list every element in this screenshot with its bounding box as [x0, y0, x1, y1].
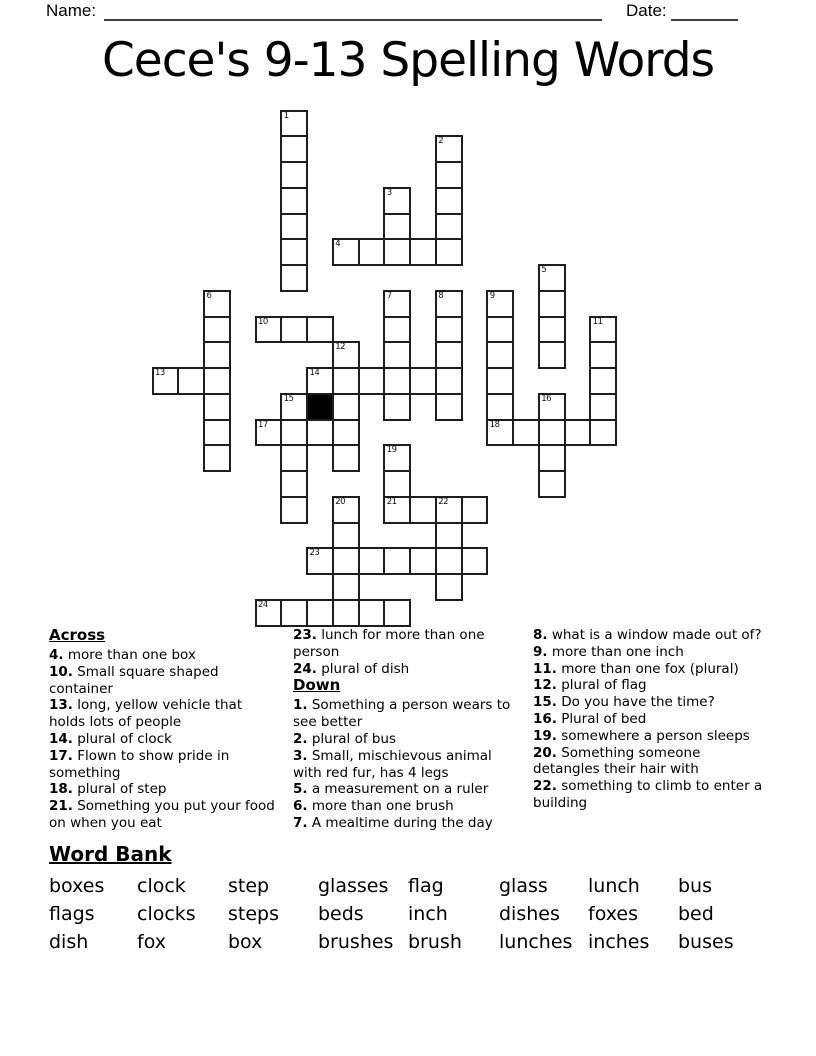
grid-cell-r7c13[interactable]	[486, 290, 514, 318]
clue-24: 24. plural of dish	[293, 660, 410, 677]
grid-cell-r3c9[interactable]	[383, 187, 411, 215]
cell-number-13: 13	[155, 368, 165, 378]
grid-cell-r8c15[interactable]	[538, 316, 566, 344]
grid-cell-r12c16[interactable]	[564, 419, 592, 447]
grid-cell-r11c5[interactable]	[280, 393, 308, 421]
grid-cell-r17c11[interactable]	[435, 547, 463, 575]
grid-cell-r11c13[interactable]	[486, 393, 514, 421]
grid-cell-r3c5[interactable]	[280, 187, 308, 215]
word-bank-word-step: step	[228, 875, 270, 897]
grid-cell-r13c7[interactable]	[332, 444, 360, 472]
clue-22: 22. something to climb to enter a building	[533, 778, 763, 811]
cell-number-11: 11	[592, 316, 603, 327]
grid-cell-r10c1[interactable]	[177, 367, 205, 395]
grid-cell-r16c11[interactable]	[435, 522, 463, 550]
clue-3: 3. Small, mischievous animal with red fur, has 4 legs	[293, 747, 492, 781]
blocked-cell	[306, 393, 334, 421]
grid-cell-r10c0[interactable]	[152, 367, 180, 395]
grid-cell-r9c13[interactable]	[486, 341, 514, 369]
word-bank-word-fox: fox	[137, 931, 166, 953]
grid-cell-r13c5[interactable]	[280, 444, 308, 472]
word-bank-list	[49, 872, 766, 956]
cell-number-9: 9	[489, 290, 495, 301]
word-bank-word-bus: bus	[678, 875, 713, 897]
word-bank-word-lunches: lunches	[499, 931, 573, 953]
grid-cell-r10c6[interactable]	[306, 367, 334, 395]
grid-cell-r17c10[interactable]	[409, 547, 437, 575]
clue-18: 18. plural of step	[49, 781, 167, 798]
clue-21: 21. Something you put your food on when you eat	[49, 798, 275, 831]
cell-number-20: 20	[335, 496, 346, 507]
grid-cell-r15c9[interactable]	[383, 496, 411, 524]
grid-cell-r10c17[interactable]	[589, 367, 617, 395]
cell-number-19: 19	[386, 445, 397, 456]
grid-cell-r8c9[interactable]	[383, 316, 411, 344]
clue-14: 14. plural of clock	[49, 730, 172, 747]
grid-cell-r9c17[interactable]	[589, 341, 617, 369]
word-bank-title: Word Bank	[49, 842, 172, 866]
clue-5: 5. a measurement on a ruler	[293, 781, 489, 798]
cell-number-14: 14	[309, 368, 320, 378]
clue-20: 20. Something someone detangles their hair with	[533, 744, 701, 778]
grid-cell-r12c15[interactable]	[538, 419, 566, 447]
grid-cell-r8c17[interactable]	[589, 316, 617, 344]
cell-number-16: 16	[541, 393, 552, 404]
cell-number-24: 24	[258, 599, 268, 610]
clue-4: 4. more than one box	[49, 647, 196, 663]
grid-cell-r17c7[interactable]	[332, 547, 360, 575]
clue-13: 13. long, yellow vehicle that holds lots of people	[49, 697, 243, 731]
grid-cell-r7c15[interactable]	[538, 290, 566, 318]
word-bank-word-dish: dish	[49, 931, 89, 953]
grid-cell-r18c11[interactable]	[435, 573, 463, 601]
word-bank-word-bed: bed	[678, 903, 714, 925]
cell-number-23: 23	[309, 548, 320, 559]
grid-cell-r2c5[interactable]	[280, 161, 308, 189]
grid-cell-r10c8[interactable]	[358, 367, 386, 395]
clue-17: 17. Flown to show pride in something	[49, 747, 230, 781]
word-bank-word-inch: inch	[408, 903, 448, 925]
word-bank-word-beds: beds	[318, 903, 364, 925]
grid-cell-r13c15[interactable]	[538, 444, 566, 472]
grid-cell-r12c5[interactable]	[280, 419, 308, 447]
grid-cell-r13c2[interactable]	[203, 444, 231, 472]
word-bank-word-glasses: glasses	[318, 875, 389, 897]
grid-cell-r19c9[interactable]	[383, 599, 411, 627]
word-bank-word-foxes: foxes	[588, 903, 638, 925]
grid-cell-r8c5[interactable]	[280, 316, 308, 344]
clue-19: 19. somewhere a person sleeps	[533, 727, 750, 744]
word-bank-word-box: box	[228, 931, 263, 953]
clue-9: 9. more than one inch	[533, 643, 684, 660]
grid-cell-r8c2[interactable]	[203, 316, 231, 344]
grid-cell-r6c5[interactable]	[280, 264, 308, 292]
grid-cell-r15c10[interactable]	[409, 496, 437, 524]
clue-7: 7. A mealtime during the day	[293, 814, 493, 831]
grid-cell-r8c4[interactable]	[255, 316, 283, 344]
grid-cell-r18c7[interactable]	[332, 573, 360, 601]
grid-cell-r5c10[interactable]	[409, 238, 437, 266]
word-bank-word-flag: flag	[408, 875, 444, 897]
clue-23: 23. lunch for more than one person	[293, 627, 485, 660]
clue-column-right	[533, 627, 769, 812]
grid-cell-r8c6[interactable]	[306, 316, 334, 344]
cell-number-1: 1	[283, 110, 289, 121]
grid-cell-r15c7[interactable]	[332, 496, 360, 524]
cell-number-15: 15	[283, 393, 294, 404]
grid-cell-r1c5[interactable]	[280, 135, 308, 163]
grid-cell-r4c5[interactable]	[280, 213, 308, 241]
grid-cell-r12c14[interactable]	[512, 419, 540, 447]
grid-cell-r5c7[interactable]	[332, 238, 360, 266]
grid-cell-r2c11[interactable]	[435, 161, 463, 189]
grid-cell-r12c4[interactable]	[255, 419, 283, 447]
grid-cell-r11c7[interactable]	[332, 393, 360, 421]
clue-column-middle	[293, 627, 523, 832]
date-input-line[interactable]	[671, 3, 738, 21]
grid-cell-r10c2[interactable]	[203, 367, 231, 395]
down-header: Down	[293, 676, 341, 695]
grid-cell-r5c11[interactable]	[435, 238, 463, 266]
grid-cell-r12c17[interactable]	[589, 419, 617, 447]
grid-cell-r19c4[interactable]	[255, 599, 283, 627]
grid-cell-r17c12[interactable]	[461, 547, 489, 575]
grid-cell-r0c5[interactable]	[280, 110, 308, 138]
page-title: Cece's 9-13 Spelling Words	[101, 33, 715, 88]
word-bank-section	[49, 842, 766, 956]
name-label: Name:	[46, 1, 97, 20]
word-bank-word-flags: flags	[49, 903, 95, 925]
cell-number-8: 8	[438, 290, 444, 301]
grid-cell-r10c11[interactable]	[435, 367, 463, 395]
grid-cell-r19c7[interactable]	[332, 599, 360, 627]
grid-cell-r8c11[interactable]	[435, 316, 463, 344]
grid-cell-r19c6[interactable]	[306, 599, 334, 627]
name-input-line[interactable]	[104, 3, 602, 21]
grid-cell-r14c9[interactable]	[383, 470, 411, 498]
grid-cell-r17c9[interactable]	[383, 547, 411, 575]
grid-cell-r14c15[interactable]	[538, 470, 566, 498]
grid-cell-r10c7[interactable]	[332, 367, 360, 395]
clue-6: 6. more than one brush	[293, 798, 454, 815]
cell-number-10: 10	[258, 316, 268, 327]
cell-number-18: 18	[489, 419, 500, 430]
cell-number-2: 2	[438, 136, 444, 147]
grid-cell-r8c13[interactable]	[486, 316, 514, 344]
cell-number-17: 17	[258, 419, 268, 430]
grid-cell-r15c11[interactable]	[435, 496, 463, 524]
cell-number-3: 3	[386, 187, 392, 198]
grid-cell-r11c2[interactable]	[203, 393, 231, 421]
clue-11: 11. more than one fox (plural)	[533, 660, 739, 677]
across-header: Across	[49, 626, 106, 644]
grid-cell-r4c9[interactable]	[383, 213, 411, 241]
word-bank-word-buses: buses	[678, 931, 734, 953]
grid-cell-r19c5[interactable]	[280, 599, 308, 627]
grid-cell-r11c17[interactable]	[589, 393, 617, 421]
clue-column-across	[49, 627, 277, 832]
grid-cell-r7c2[interactable]	[203, 290, 231, 318]
grid-cell-r10c10[interactable]	[409, 367, 437, 395]
grid-cell-r13c9[interactable]	[383, 444, 411, 472]
word-bank-word-brushes: brushes	[318, 931, 394, 953]
grid-cell-r11c15[interactable]	[538, 393, 566, 421]
word-bank-word-inches: inches	[588, 931, 650, 953]
grid-cell-r15c5[interactable]	[280, 496, 308, 524]
grid-cell-r12c7[interactable]	[332, 419, 360, 447]
cell-number-6: 6	[206, 290, 212, 301]
cell-number-4: 4	[335, 239, 341, 250]
grid-cell-r11c9[interactable]	[383, 393, 411, 421]
word-bank-word-glass: glass	[499, 875, 548, 897]
grid-cell-r1c11[interactable]	[435, 135, 463, 163]
cell-number-7: 7	[386, 290, 392, 301]
grid-cell-r15c12[interactable]	[461, 496, 489, 524]
grid-cell-r9c9[interactable]	[383, 341, 411, 369]
clue-10: 10. Small square shaped container	[49, 663, 219, 697]
word-bank-word-lunch: lunch	[588, 875, 640, 897]
word-bank-word-boxes: boxes	[49, 875, 105, 897]
grid-cell-r9c15[interactable]	[538, 341, 566, 369]
grid-cell-r5c8[interactable]	[358, 238, 386, 266]
grid-cell-r11c11[interactable]	[435, 393, 463, 421]
clue-2: 2. plural of bus	[293, 730, 397, 747]
word-bank-word-steps: steps	[228, 903, 279, 925]
grid-cell-r17c6[interactable]	[306, 547, 334, 575]
grid-cell-r9c2[interactable]	[203, 341, 231, 369]
grid-cell-r4c11[interactable]	[435, 213, 463, 241]
grid-cell-r16c7[interactable]	[332, 522, 360, 550]
word-bank-word-brush: brush	[408, 931, 462, 953]
grid-cell-r12c6[interactable]	[306, 419, 334, 447]
grid-cell-r3c11[interactable]	[435, 187, 463, 215]
grid-cell-r14c5[interactable]	[280, 470, 308, 498]
word-bank-word-clock: clock	[137, 875, 186, 897]
clue-16: 16. Plural of bed	[533, 710, 647, 727]
clue-12: 12. plural of flag	[533, 677, 647, 694]
grid-cell-r12c2[interactable]	[203, 419, 231, 447]
cell-number-5: 5	[541, 265, 547, 275]
grid-cell-r5c9[interactable]	[383, 238, 411, 266]
grid-cell-r12c13[interactable]	[486, 419, 514, 447]
cell-number-12: 12	[335, 342, 346, 353]
grid-cell-r7c11[interactable]	[435, 290, 463, 318]
cell-number-22: 22	[438, 496, 449, 507]
grid-cell-r6c15[interactable]	[538, 264, 566, 292]
date-label: Date:	[626, 1, 667, 20]
word-bank-word-dishes: dishes	[499, 903, 560, 925]
clue-8: 8. what is a window made out of?	[533, 627, 762, 643]
clue-1: 1. Something a person wears to see better	[293, 697, 511, 731]
clue-15: 15. Do you have the time?	[533, 694, 715, 711]
grid-cell-r19c8[interactable]	[358, 599, 386, 627]
grid-cell-r9c7[interactable]	[332, 341, 360, 369]
grid-cell-r17c8[interactable]	[358, 547, 386, 575]
word-bank-word-clocks: clocks	[137, 903, 196, 925]
grid-cell-r9c11[interactable]	[435, 341, 463, 369]
grid-cell-r5c5[interactable]	[280, 238, 308, 266]
cell-number-21: 21	[386, 496, 397, 507]
grid-cell-r7c9[interactable]	[383, 290, 411, 318]
grid-cell-r10c9[interactable]	[383, 367, 411, 395]
grid-cell-r10c13[interactable]	[486, 367, 514, 395]
